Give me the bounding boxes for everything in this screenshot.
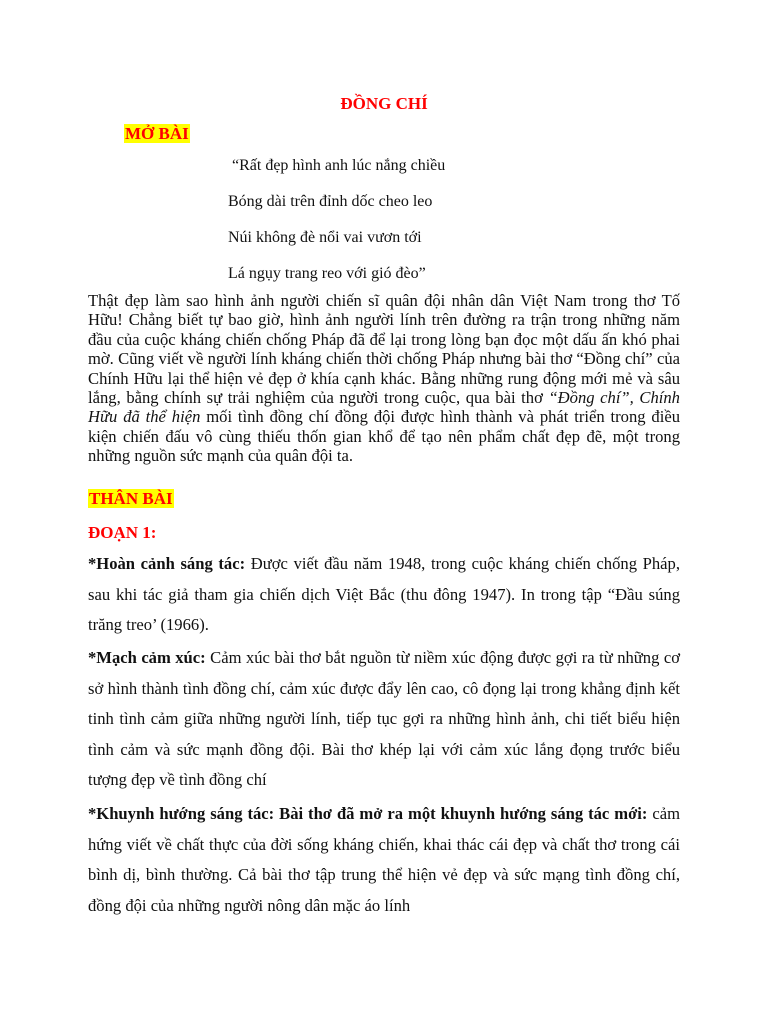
than-bai-heading: THÂN BÀI bbox=[89, 489, 173, 508]
poem-line: Lá ngụy trang reo với gió đèo” bbox=[228, 265, 426, 282]
mo-bai-heading: MỞ BÀI bbox=[125, 124, 189, 143]
than-bai-heading-wrap bbox=[88, 489, 174, 509]
poem-line: “Rất đẹp hình anh lúc nắng chiều bbox=[232, 157, 446, 174]
poem-line: Núi không đè nổi vai vươn tới bbox=[228, 229, 422, 246]
khuynh-huong-label: *Khuynh hướng sáng tác: Bài thơ đã mở ra một khuynh hướng sáng tác mới: bbox=[88, 804, 648, 823]
intro-text-start: Thật đẹp làm sao hình ảnh người chiến sĩ quân đội nhân dân Việt Nam trong thơ Tố Hữu! Chẳng biết tự bao giờ, hình ảnh người lính trên đường ra trận trong những năm đầu của cuộc kháng chiến chống Pháp đã để lại trong lòng bạn đọc một dấu ấn khó phai mờ. Cũng viết về người lính kháng chiến thời chống Pháp nhưng bài thơ “Đồng chí” của Chính Hữu lại thể hiện vẻ đẹp ở khía cạnh khác. Bằng những rung động mới mẻ và sâu lắng, bằng chính sự trải nghiệm của người trong cuộc, qua bài thơ bbox=[88, 291, 680, 408]
hoan-canh-text: Được viết đầu năm 1948, trong cuộc kháng chiến chống Pháp, sau khi tác giả tham gia chiến dịch Việt Bắc (thu đông 1947). In trong tập “Đầu súng trăng treo’ (1966). bbox=[88, 554, 680, 634]
poem-excerpt bbox=[228, 156, 445, 300]
khuynh-huong-text: cảm hứng viết về chất thực của đời sống kháng chiến, khai thác cái đẹp và chất thơ trong cái bình dị, bình thường. Cả bài thơ tập trung thể hiện vẻ đẹp và sức mạng tình đồng chí, đồng đội của những người nông dân mặc áo lính bbox=[88, 804, 680, 915]
intro-text-italic: “Đồng chí”, Chính Hữu đã thể hiện bbox=[88, 388, 680, 427]
mach-cam-xuc-label: *Mạch cảm xúc: bbox=[88, 648, 206, 667]
khuynh-huong-paragraph bbox=[88, 799, 680, 921]
document-title: ĐỒNG CHÍ bbox=[340, 94, 428, 113]
hoan-canh-paragraph bbox=[88, 549, 680, 641]
intro-text-end: mối tình đồng chí đồng đội được hình thành và phát triển trong điều kiện chiến đấu vô cùng thiếu thốn gian khổ để tạo nên phẩm chất đẹp đẽ, một trong những nguồn sức mạnh của quân đội ta. bbox=[88, 407, 681, 466]
hoan-canh-label: *Hoàn cảnh sáng tác: bbox=[88, 554, 246, 573]
mach-cam-xuc-text: Cảm xúc bài thơ bắt nguồn từ niềm xúc động được gợi ra từ những cơ sở hình thành tình đồng chí, cảm xúc được đẩy lên cao, cô đọng lại trong khẳng định kết tinh tình cảm giữa những người lính, tiếp tục gợi ra những hình ảnh, chi tiết biểu hiện tình cảm và sức mạnh đồng đội. Bài thơ khép lại với cảm xúc lắng đọng trước biểu tượng đẹp về tình đồng chí bbox=[88, 648, 680, 789]
intro-paragraph bbox=[88, 291, 680, 466]
doan-1-heading: ĐOẠN 1: bbox=[88, 523, 157, 542]
mo-bai-heading-wrap bbox=[124, 124, 190, 144]
poem-line: Bóng dài trên đỉnh dốc cheo leo bbox=[228, 193, 433, 210]
mach-cam-xuc-paragraph bbox=[88, 643, 680, 796]
